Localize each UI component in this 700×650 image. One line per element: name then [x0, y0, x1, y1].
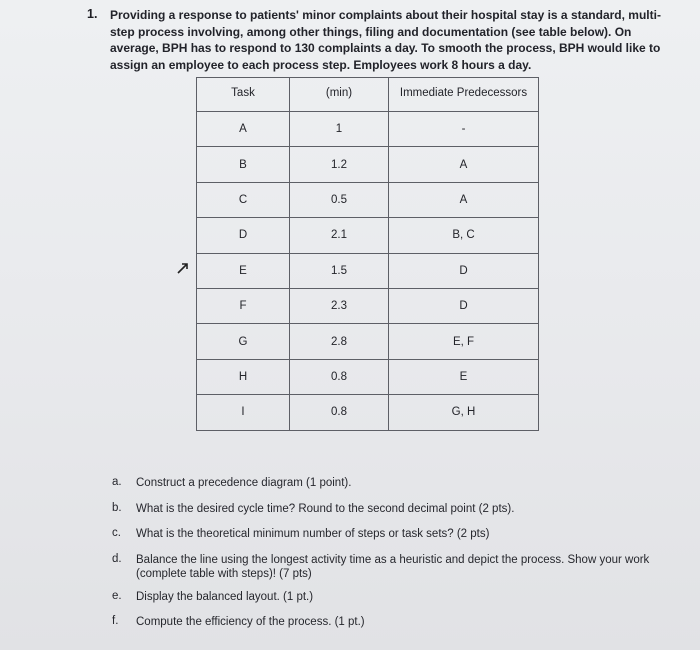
predecessor-cell: B, C	[389, 218, 539, 253]
predecessor-cell: E	[389, 359, 539, 394]
header-predecessors: Immediate Predecessors	[389, 78, 539, 112]
time-cell: 1.2	[290, 147, 389, 182]
predecessor-cell: A	[389, 147, 539, 182]
time-cell: 2.3	[290, 288, 389, 323]
part-label: e.	[112, 590, 122, 602]
time-cell: 2.8	[290, 324, 389, 359]
part-label: b.	[112, 502, 122, 514]
task-cell: F	[197, 288, 290, 323]
part-text: Display the balanced layout. (1 pt.)	[136, 591, 314, 603]
pen-arrow-icon	[176, 261, 190, 278]
table-row	[197, 359, 539, 394]
predecessor-cell: D	[389, 253, 539, 288]
header-min: (min)	[290, 78, 389, 112]
time-cell: 1.5	[290, 253, 389, 288]
time-cell: 1	[290, 112, 389, 147]
predecessor-cell: E, F	[389, 324, 539, 359]
part-text: What is the theoretical minimum number of steps or task sets? (2 pts)	[136, 528, 490, 540]
part-text: Balance the line using the longest activity time as a heuristic and depict the process. Show your work (complete table with steps)! (7 pts)	[136, 554, 650, 580]
time-cell: 0.8	[290, 395, 389, 430]
part-label: a.	[112, 476, 122, 488]
part-text: Construct a precedence diagram (1 point).	[136, 477, 352, 489]
time-cell: 0.8	[290, 359, 389, 394]
task-cell: D	[197, 218, 290, 253]
part-label: c.	[112, 527, 121, 539]
table-header-row	[197, 78, 539, 112]
question-number: 1.	[87, 7, 98, 21]
table-row	[197, 288, 539, 323]
table-row	[197, 112, 539, 147]
predecessor-cell: G, H	[389, 395, 539, 430]
task-table	[196, 77, 539, 431]
task-cell: C	[197, 182, 290, 217]
part-label: d.	[112, 553, 122, 565]
task-cell: G	[197, 324, 290, 359]
task-cell: H	[197, 359, 290, 394]
task-cell: B	[197, 147, 290, 182]
predecessor-cell: D	[389, 288, 539, 323]
header-task: Task	[197, 78, 290, 112]
task-cell: I	[197, 395, 290, 430]
table-row	[197, 253, 539, 288]
part-label: f.	[112, 615, 119, 627]
pen-arrow-svg	[176, 261, 190, 275]
task-cell: A	[197, 112, 290, 147]
table-row	[197, 147, 539, 182]
predecessor-cell: -	[389, 112, 539, 147]
time-cell: 2.1	[290, 218, 389, 253]
table-row	[197, 395, 539, 430]
part-text: What is the desired cycle time? Round to the second decimal point (2 pts).	[136, 503, 515, 515]
question-text: Providing a response to patients' minor complaints about their hospital stay is a standard, multi-step process involving, among other things, filing and documentation (see table below). On average, BPH has to respond to 130 complaints a day. To smooth the process, BPH would like to assign an employee to each process step. Employees work 8 hours a day.	[110, 8, 661, 72]
task-cell: E	[197, 253, 290, 288]
time-cell: 0.5	[290, 182, 389, 217]
predecessor-cell: A	[389, 182, 539, 217]
table-row	[197, 218, 539, 253]
part-text: Compute the efficiency of the process. (1 pt.)	[136, 616, 365, 628]
table-row	[197, 324, 539, 359]
table-row	[197, 182, 539, 217]
